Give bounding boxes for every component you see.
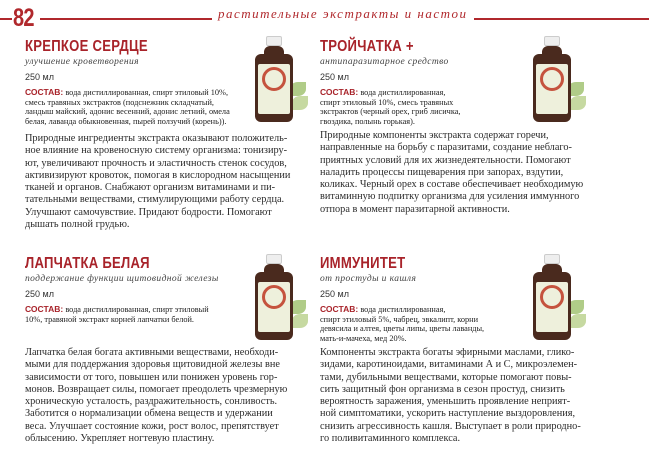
description-line: мыми для поддержания здоровья щитовидной железы вне xyxy=(25,359,280,371)
product-volume: 250 мл xyxy=(25,289,54,299)
product-composition xyxy=(25,88,240,126)
product-block xyxy=(25,255,240,324)
composition-line: спирт этиловый 10%, смесь травяных xyxy=(320,97,454,107)
description-line: хроническую усталость, раздражительность, сонливость. xyxy=(25,396,278,407)
herb-leaf-icon xyxy=(570,314,586,328)
composition-line: гвоздика, полынь горькая). xyxy=(320,116,415,126)
product-bottle-image xyxy=(252,36,310,122)
description-line: дышать полной грудью. xyxy=(25,218,130,230)
section-title: растительные экстракты и настои xyxy=(212,6,474,22)
composition-line: мать-и-мачеха, мед 20%. xyxy=(320,333,407,343)
description-line: направленные на борьбу с паразитами, создание неблаго- xyxy=(320,142,572,154)
product-block xyxy=(25,38,240,126)
product-composition xyxy=(320,88,535,126)
description-line: тканей и органов. Снабжают организм витаминами и пи- xyxy=(25,182,276,193)
description-line: ют, увеличивают прочность и эластичность стенок сосудов, xyxy=(25,157,287,169)
composition-line: 10%, травяной экстракт корней лапчатки белой. xyxy=(25,314,194,324)
description-line: Компоненты экстракта богаты эфирными маслами, глико- xyxy=(320,347,575,358)
product-block xyxy=(320,38,535,126)
header-rule-left xyxy=(0,18,12,20)
composition-line: белая, лаванда обыкновенная, пырей ползучий (корень)). xyxy=(25,116,227,126)
description-line: отпора в момент паразитарной активности. xyxy=(320,203,510,215)
composition-line: смесь травяных экстрактов (подснежник складчатый, xyxy=(25,97,214,107)
description-line: Природные компоненты экстракта содержат горечи, xyxy=(320,130,549,141)
product-subtitle: улучшение кроветворения xyxy=(25,57,139,67)
description-line: ной симптоматики, ускорить наступление выздоровления, xyxy=(320,408,576,420)
description-line: вероятность заражения, уменьшить проявление неприят- xyxy=(320,396,571,407)
description-line: снизить агрессивность кашля. Выступает в роли природно- xyxy=(320,420,581,432)
composition-line: вода дистиллированная, xyxy=(360,305,446,314)
product-subtitle: поддержание функции щитовидной железы xyxy=(25,274,219,284)
herb-leaf-icon xyxy=(292,96,308,110)
description-line: тательными веществами, стимулирующими работу сердца. xyxy=(25,194,285,206)
composition-line: ландыш майский, адонис весенний, адонис летний, омела xyxy=(25,107,230,117)
description-line: Заботится о нормализации обмена веществ и удержании xyxy=(25,408,273,420)
description-line: коликах. Черный орех в составе обеспечивает необходимую xyxy=(320,179,584,190)
product-subtitle: от простуды и кашля xyxy=(320,274,417,284)
description-line: ное влияние на кровеносную систему организма: тонизиру- xyxy=(25,145,288,157)
product-bottle-image xyxy=(530,36,588,122)
description-line: зидами, каротиноидами, витаминами А и С, микроэлемен- xyxy=(320,359,578,371)
description-line: наладить процессы пищеварения при запорах, вздутии, xyxy=(320,166,564,178)
product-bottle-image xyxy=(530,254,588,340)
product-description xyxy=(25,133,290,231)
product-description xyxy=(320,130,583,216)
description-line: Природные ингредиенты экстракта оказывают положитель- xyxy=(25,133,288,144)
page-number: 82 xyxy=(13,4,34,32)
description-line: сить защитный фон организма в сезон простуд, снизить xyxy=(320,383,565,395)
composition-line: спирт этиловый 5%, чабрец, эвкалипт, корни xyxy=(320,314,479,324)
description-line: облысению. Укрепляет ногтевую пластину. xyxy=(25,432,215,444)
description-line: тами, дубильными веществами, которые помогают повы- xyxy=(320,371,572,383)
product-title: КРЕПКОЕ СЕРДЦЕ xyxy=(25,38,148,55)
composition-line: девясила и алтея, цветы липы, цветы лаванды, xyxy=(320,324,485,334)
description-line: Улучшают самочувствие. Придают бодрости. Помогают xyxy=(25,206,272,218)
product-composition xyxy=(25,305,240,324)
composition-label: СОСТАВ: xyxy=(320,87,359,97)
product-title: ИММУНИТЕТ xyxy=(320,255,406,272)
composition-line: экстрактов (черный орех, гриб лисичка, xyxy=(320,107,461,117)
composition-line: вода дистиллированная, xyxy=(360,88,446,97)
product-volume: 250 мл xyxy=(25,72,54,82)
product-subtitle: антипаразитарное средство xyxy=(320,57,449,67)
product-title: ЛАПЧАТКА БЕЛАЯ xyxy=(25,255,150,272)
product-description xyxy=(25,347,287,445)
composition-label: СОСТАВ: xyxy=(25,87,64,97)
description-line: веса. Улучшает состояние кожи, рост волос, препятствует xyxy=(25,420,279,432)
description-line: витаминную подпитку организма для усиления иммунного xyxy=(320,191,580,203)
product-bottle-image xyxy=(252,254,310,340)
description-line: приятных условий для их жизнедеятельности. Помогают xyxy=(320,154,571,166)
product-block xyxy=(320,255,535,343)
description-line: зависимости от того, повышен или понижен уровень гор- xyxy=(25,371,278,383)
description-line: активизируют кровоток, помогая в кислородном насыщении xyxy=(25,169,291,181)
description-line: Лапчатка белая богата активными веществами, необходи- xyxy=(25,347,279,358)
composition-label: СОСТАВ: xyxy=(320,304,359,314)
herb-leaf-icon xyxy=(570,96,586,110)
description-line: монов. Возвращает силы, помогает преодолеть чрезмерную xyxy=(25,383,288,395)
product-composition xyxy=(320,305,535,343)
composition-line: вода дистиллированная, спирт этиловый 10%, xyxy=(65,88,229,97)
product-title: ТРОЙЧАТКА + xyxy=(320,38,414,55)
description-line: го поливитаминного комплекса. xyxy=(320,432,461,444)
composition-label: СОСТАВ: xyxy=(25,304,64,314)
product-description xyxy=(320,347,581,445)
product-volume: 250 мл xyxy=(320,72,349,82)
herb-leaf-icon xyxy=(292,314,308,328)
product-volume: 250 мл xyxy=(320,289,349,299)
composition-line: вода дистиллированная, спирт этиловый xyxy=(65,305,209,314)
